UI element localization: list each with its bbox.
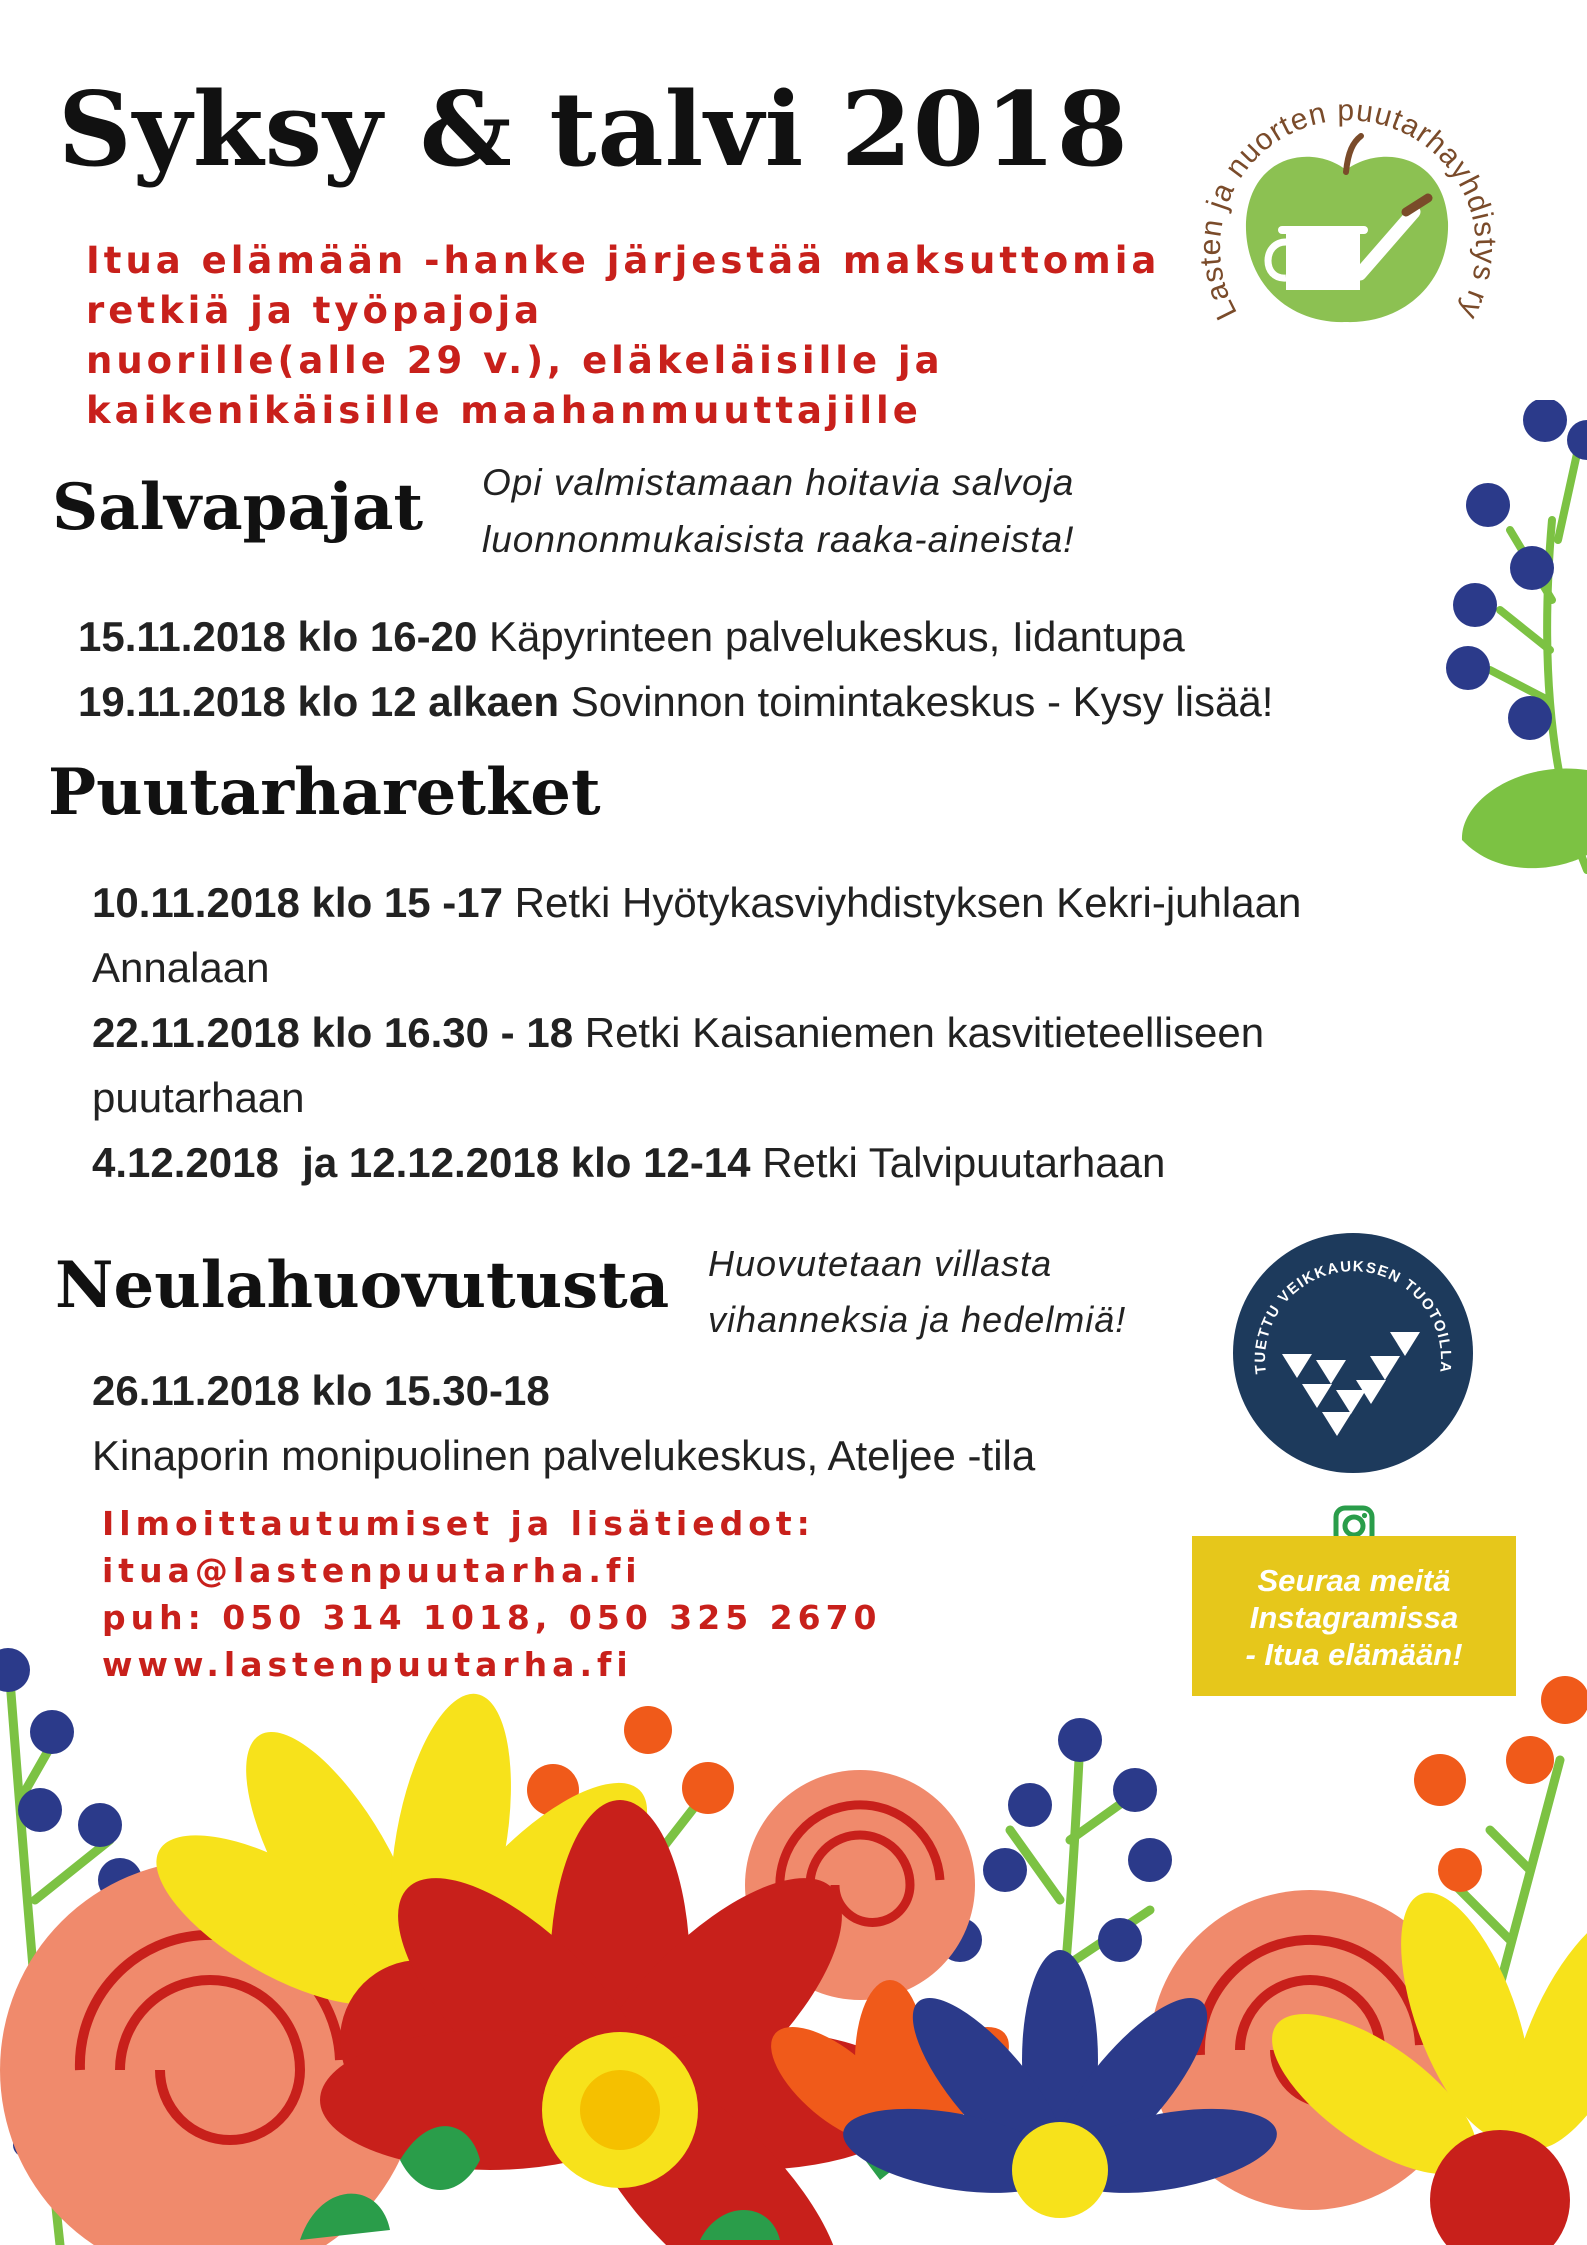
intro-line: retkiä ja työpajoja xyxy=(86,289,544,332)
event-line xyxy=(78,604,1273,669)
tagline-line: vihanneksia ja hedelmiä! xyxy=(708,1299,1127,1340)
event-date: 4.12.2018 ja 12.12.2018 klo 12-14 xyxy=(92,1139,751,1186)
association-logo xyxy=(1178,52,1518,392)
salvapajat-events xyxy=(78,604,1273,734)
event-line xyxy=(92,1130,1301,1195)
intro-line: Itua elämään -hanke järjestää maksuttomia xyxy=(86,239,1161,282)
flower-border-decoration xyxy=(0,1640,1587,2245)
right-sprig-decoration xyxy=(1440,400,1587,920)
tagline-line: Opi valmistamaan hoitavia salvoja xyxy=(482,462,1075,503)
instagram-line: Seuraa meitä xyxy=(1257,1563,1451,1598)
contact-heading: Ilmoittautumiset ja lisätiedot: xyxy=(102,1504,815,1543)
neulahuovutusta-tagline xyxy=(708,1236,1126,1348)
event-date: 19.11.2018 klo 12 alkaen xyxy=(78,678,560,725)
event-date: 26.11.2018 klo 15.30-18 xyxy=(92,1367,550,1414)
event-line xyxy=(92,1000,1301,1065)
instagram-line: - Itua elämään! xyxy=(1245,1637,1463,1672)
event-date: 10.11.2018 klo 15 -17 xyxy=(92,879,503,926)
contact-website[interactable]: www.lastenpuutarha.fi xyxy=(102,1645,633,1684)
event-line-continued: puutarhaan xyxy=(92,1074,305,1121)
intro-line: nuorille(alle 29 v.), eläkeläisille ja xyxy=(86,339,944,382)
event-place: Retki Talvipuutarhaan xyxy=(750,1139,1166,1186)
page-title: Syksy & talvi 2018 xyxy=(58,70,1129,190)
tagline-line: luonnonmukaisista raaka-aineista! xyxy=(482,519,1075,560)
event-place: Retki Hyötykasviyhdistyksen Kekri-juhlaan xyxy=(503,879,1302,926)
intro-text xyxy=(86,236,1160,436)
logo-arc-text: Lasten ja nuorten puutarhayhdistys ry xyxy=(1193,94,1503,326)
heading-salvapajat: Salvapajat xyxy=(52,470,424,545)
event-date: 22.11.2018 klo 16.30 - 18 xyxy=(92,1009,574,1056)
contact-phone: puh: 050 314 1018, 050 325 2670 xyxy=(102,1598,882,1637)
veikkaus-badge xyxy=(1232,1232,1474,1474)
instagram-line: Instagramissa xyxy=(1249,1600,1459,1635)
neulahuovutusta-event xyxy=(92,1358,1035,1488)
intro-line: kaikenikäisille maahanmuuttajille xyxy=(86,389,922,432)
tagline-line: Huovutetaan villasta xyxy=(708,1243,1053,1284)
heading-puutarharetket: Puutarharetket xyxy=(48,755,601,830)
event-date: 15.11.2018 klo 16-20 xyxy=(78,613,478,660)
event-line xyxy=(92,870,1301,935)
contact-email[interactable]: itua@lastenpuutarha.fi xyxy=(102,1551,642,1590)
event-line xyxy=(78,669,1273,734)
event-place: Kinaporin monipuolinen palvelukeskus, Ateljee -tila xyxy=(92,1432,1036,1479)
event-date-line xyxy=(92,1358,1035,1423)
puutarharetket-events xyxy=(92,870,1301,1195)
apple-watering-can-icon xyxy=(1246,136,1448,322)
badge-text: TUETTU VEIKKAUKSEN TUOTOILLA xyxy=(1251,1258,1455,1375)
event-place: Retki Kaisaniemen kasvitieteelliseen xyxy=(573,1009,1265,1056)
salvapajat-tagline xyxy=(482,454,1074,568)
event-line-continued: Annalaan xyxy=(92,944,270,991)
event-place: Käpyrinteen palvelukeskus, Iidantupa xyxy=(477,613,1185,660)
heading-neulahuovutusta: Neulahuovutusta xyxy=(55,1248,670,1323)
event-place: Sovinnon toimintakeskus - Kysy lisää! xyxy=(559,678,1274,725)
